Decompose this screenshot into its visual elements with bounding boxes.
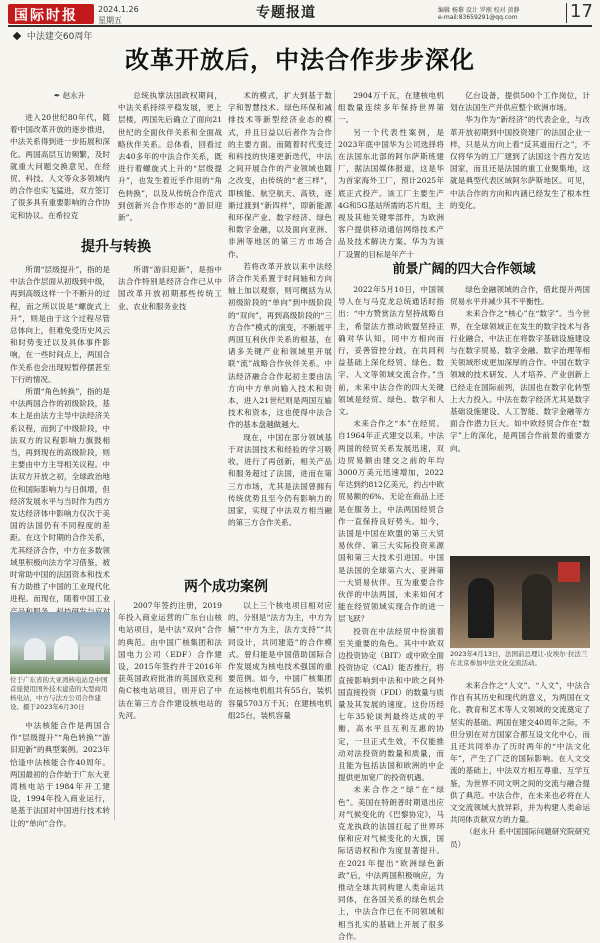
caption-left: 位于广东省的大亚湾核电站是中国首座使用国外技术建造的大型商用核电站，中方与法方公司合作建设。摄于2023年6月30日	[10, 676, 108, 711]
subhead-cases: 两个成功案例	[184, 579, 268, 595]
col3-mid-paragraph: 若将改革开放以来中法经济合作关系置于时间轴和方向轴上加以观察，则可概括为从初级阶段的“单向”到中级阶段的“双向”，再到高级阶段的“三方合作”模式的演变，不断展平两国互利伙伴关系的根基，在诸多关键产业和领域里开展联“流”战略合作伙伴关系。中法经济融合合作起初主要由法方向中方单向输入技术和资本，进入21世纪则是两国互输技术和资本，这也使得中法合作的基本盘越做越大。	[228, 261, 332, 430]
page-number: 17	[570, 1, 593, 22]
subhead-promotion: 提升与转换	[81, 239, 151, 255]
masthead-title: 国际时报	[14, 8, 78, 24]
issue-weekday: 星期五	[98, 16, 122, 25]
photo-building	[80, 646, 104, 660]
subhead-prospects: 前景广阔的四大合作领域	[392, 262, 536, 277]
issue-date: 2024.1.26	[98, 5, 139, 14]
pen-icon: ✒	[54, 91, 61, 100]
photo-cultural-exchange	[450, 556, 590, 648]
section1-paragraph-2: 所谓“角色转换”，指的是中法两国合作的初级阶段，基本上是由法方主导中法经济关系议程，而到了中级阶段，中法双方的议程影响力旗鼓相当，再到现在的高级阶段，则主要由中方主导相关议程。中法双方开放之初，全球政治地位和国际影响力与日俱增，但经济发展水平与当时作为西方发达经济体中影响力仅次于美国的法国仍有不同程度的差距。在这个时期的合作关系，尤其经济合作，中方在多数领域里积极向法方学习借鉴，被时常助中国的法国资本和技术有力助推了中国的工业现代化进程。而现在，随着中国工业	[10, 387, 110, 604]
col5-mid-paragraph: 华为作为“新经济”的代表企业，与改革开放初期到中国投资建厂的法国企业一样，只是从方向上看“反其道而行之”，不仅将华为的工厂建到了法国这个西方发达国家，而且还是法国的重工业聚集地，这就是典型代表区域阿尔萨斯地区。可见，中法合作的方向和内涵已经发生了根本性的变化。	[450, 115, 590, 210]
photo-flag-red	[558, 562, 580, 582]
photo-dome-1	[24, 638, 46, 660]
caption-right: 2023年4月13日，法国前总理让-皮埃尔·拉法兰在北京参加中法文化交流活动。	[450, 650, 588, 667]
column-5-top	[450, 90, 590, 256]
column-3-section2	[228, 600, 332, 820]
column-2-top	[118, 90, 222, 230]
headline: 改革开放后，中法合作步步深化	[125, 46, 475, 74]
column-5-section3-b	[450, 680, 590, 849]
section3-col4-paragraph-1: 2022年5月10日，中国领导人在与马克龙总统通话时指出：“中方赞赏法方坚持战略自主，希望法方推动欧盟坚持正确对华认知，同中方相向而行，妥善管控分歧，在共同利益基础上深化经贸、绿色、数字、人文等领域交流合作。”当前，未来中法合作的四大关键领域是经贸、绿色、数字和人文。	[338, 285, 444, 417]
photo-dome-2	[54, 636, 78, 660]
diamond-icon	[13, 32, 21, 40]
section3-col4-paragraph-4: 未来合作之“绿”在“绿色”。美国在特朗普时期退出应对气候变化的《巴黎协定》，马克龙执政的法国扛起了世界环保和应对气候变化的大旗，国际话语权和作为度显著提升。在2021年提出“欧洲绿色新政”后，中法两国积极响应，为推动全球共同构建人类命运共同体，在各国关系的绿色机会上，中法合作已在不同领域和相当扎实的基础上开展了很多合作。	[338, 785, 444, 941]
section3-col5-paragraph-3: 未来合作之“人文”。“人文”，中法合作自有其历史和现代的意义，为两国在文化、教育和艺术等人文领域的交流奠定了坚实的基础。两国在建交40周年之际，不但分别在对方国家合都互设文化中心，而且还共同举办了历时两年的“中法文化年”，产生了广泛的国际影响。在人文交流的基础上，中法双方相互尊重、互学互鉴，为世界不同文明之间的交流与融合提供了典范。中法合作，在未来也必将在人文交流领域大放异彩，并为构建人类命运共同体贡献双方的力量。	[450, 681, 590, 825]
col2-top-paragraph: 总统执掌法国政权期间，中法关系持续平稳发展，更上层楼，两国先后确立了面向21世纪的全面伙伴关系和全面战略伙伴关系。总体看，回看过去40多年的中法合作关系，既进行着螺旋式上升的“层级提升”，也发生着近乎作用的“角色转换”，以及从传统合作范式到创新兴合作形态的“游旧迎新”。	[118, 91, 222, 223]
column-1-section1	[10, 264, 110, 664]
masthead-logo	[8, 4, 94, 24]
section3-col5-paragraph-1: 绿色金融领域的合作，借此提升两国贸易水平并减少其不平衡性。	[450, 285, 590, 307]
column-3	[228, 90, 332, 570]
column-4-section3	[338, 284, 444, 941]
column-2-section2	[118, 600, 222, 820]
section1-paragraph-3: 所谓“游旧迎新”，是指中法合作特别是经济合作已从中国改革开放初期那些传统工业、农业和服务业技	[118, 265, 222, 311]
email-line: e-mail:83659291@qq.com	[438, 14, 518, 21]
col3-end-paragraph: 现在，中国在部分领域基于对法国技术和经验的学习吸收，进行了再创新，相关产品和服务超过了法国，进而在第三方市场，尤其是法国曾拥有传统优势且至今仍有影响力的国家，实现了中法双方相当融的第三方合作关系。	[228, 432, 332, 528]
column-5-section3-a	[450, 284, 590, 554]
section3-col4-paragraph-2: 未来合作之“本”在经贸。自1964年正式建交以来，中法两国的经贸关系发展迅速，双边贸易额由建交之前的年均3000万美元迅速增加，2022年达到约812亿美元，约占中欧贸易额的6%。无论在商品上还是在服务上，中法两国经贸合作一直保持良好势头。如今，法国是中国在欧盟的第三大贸易伙伴、第三大实际投资来源国和第三大技术引进国。中国是法国的全球第六大、亚洲第一大贸易伙伴。互为重要合作伙伴的中法两国，未来如何才能在经贸领域实现合作的进一层飞跃？	[338, 419, 444, 624]
section1-paragraph-1: 所谓“层级提升”，指的是中法合作层面从初级到中级，再到高级这样一个不断升的过程，而之所以说是“螺旋式上升”，则是由于这个过程尽管总体向上，但难免受历史风云和时势变迁以及具体事件影响，在一些时间点上，两国合作关系也会出现短暂停摆甚至下行的情况。	[10, 265, 110, 384]
section2-col2b-paragraph: 以上三个核电项目相对应的，分别是“法方为主，中方为辅”“中方为主，法方支持”“共同设计，共同建造”的合作模式。曾归能是中国借助国际合作发展成为核电技术强国的重要范例。如今，中国广核集团在运核电机组共有55台，装机容量5703万千瓦；在建核电机组25台，装机容量	[228, 601, 332, 720]
page-number-divider	[566, 3, 567, 23]
byline-text: 赵永升	[62, 91, 86, 100]
photo-figure-1	[468, 578, 494, 638]
section-title: 专题报道	[256, 5, 316, 21]
byline	[54, 90, 85, 101]
column-divider	[334, 90, 335, 820]
photo-nuclear-plant	[10, 612, 110, 674]
col5-top-paragraph: 亿台设备，提供500个工作岗位，计划在法国生产并供应整个欧洲市场。	[450, 91, 590, 113]
column-divider	[114, 600, 115, 820]
column-1-section2	[10, 720, 110, 828]
photo-figure-2	[522, 574, 552, 640]
header-rule	[8, 25, 592, 27]
section2-col2-paragraph: 2007年签约注册，2019年投入商业运营的广东台山核电站项目，是中法“双向”合作的典范。由中国广核集团和法国电力公司（EDF）合作建设，2015年签约并于2016年获英国政府批准的英国欣克利角C核电站项目，则开启了中法在第三方合作建设核电站的先河。	[118, 601, 222, 720]
section2-col1-paragraph: 中法核能合作是两国合作“层级提升”“角色转换”“游旧迎新”的典型案例。2023年恰逢中法核能合作40周年。两国最初的合作始于广东大亚湾核电站于1984年开工建设，1994年投入商业运行，是基于法国对中国进行技术转让的“单向”合作。	[10, 721, 110, 828]
section3-col4-paragraph-3: 投资在中法经贸中扮演着至关重要的角色。其中中欧双边投资协定（BIT）或中欧全面投资协定（CAI）能否推行，将直接影响到中法和中欧之间外国直接投资（FDI）的数量与质量及其发展的速度。这份历经七年35轮谈判最终达成的平衡、高水平且互利互惠的协定，一旦正式生效，不仅能推动对法投资的数量和质量，而且能为包括法国和欧洲的中企提供更加宽广的投资机遇。	[338, 626, 444, 783]
kicker-text: 中法建交60周年	[26, 32, 93, 42]
col3-top-paragraph: 术的模式，扩大到基于数字和智慧技术、绿色环保和减排技术等新型经济业态的模式，并且日益以后者作为合作的主要方面。而随着时代变迁和科技的快速更新迭代，中法之间开展合作的产业领域也随之改变，由传统的“老三样”，即核能、航空航天、高铁，逐渐过渡到“新四样”，即新能源和环保产业、数字经济、绿色和数字金融，以及面向亚洲、非洲等地区的第三方市场合作。	[228, 91, 332, 259]
intro-paragraph: 进入20世纪80年代，随着中国改革开放的逐步推进，中法关系得到进一步拓展和深化。两国高层互访频繁，及时就重大问题交换意见，在经贸、科技、人文等众多领域内的合作也实飞猛进，双方签订了很多具有重要影响的合作协定和协议。在希拉克	[10, 113, 110, 220]
col4-top-paragraph: 2904万千瓦，在建核电机组数量连续多年保持世界第一。	[338, 91, 444, 125]
col4-mid-paragraph: 另一个代表性案例，是2023年底中国华为公司选择将在法国东北部的阿尔萨斯班建厂，据法国媒体报道，这是华为首家海外工厂，预计2025年底正式投产。该工厂主要生产4G和5G基站所需的芯片组，主视及其他关键零部件，为欧洲客户提供移动通信网络技术产品及技术解决方案。华为为该厂设置的目标是年产十	[338, 127, 444, 259]
column-4-top	[338, 90, 444, 259]
section3-col5-paragraph-2: 未来合作之“核心”在“数字”。当今世界，在全球领域正在发生的数字技术与各行业融合，中法正在将数字基础设施建设与在数字贸易、数字金融、数字治理等相关领域形成更加深厚的合作。中国在数字领域的技术研发、人才培养、产业创新上已经走在国际前列，法国也在数字化转型上大力投入。中法在数字经济尤其是数字基础设施建设、人工智能、数字金融等方面合作潜力巨大。如中欧经贸合作在“数字”上的深化，是两国合作前景的重要方向。	[450, 309, 590, 453]
editors-line: 编辑 杨黎 设计 罗刚 校对 黄静	[438, 7, 520, 14]
section3-col5-paragraph-4: （赵永升 系中国国际问题研究院研究员）	[450, 827, 590, 849]
